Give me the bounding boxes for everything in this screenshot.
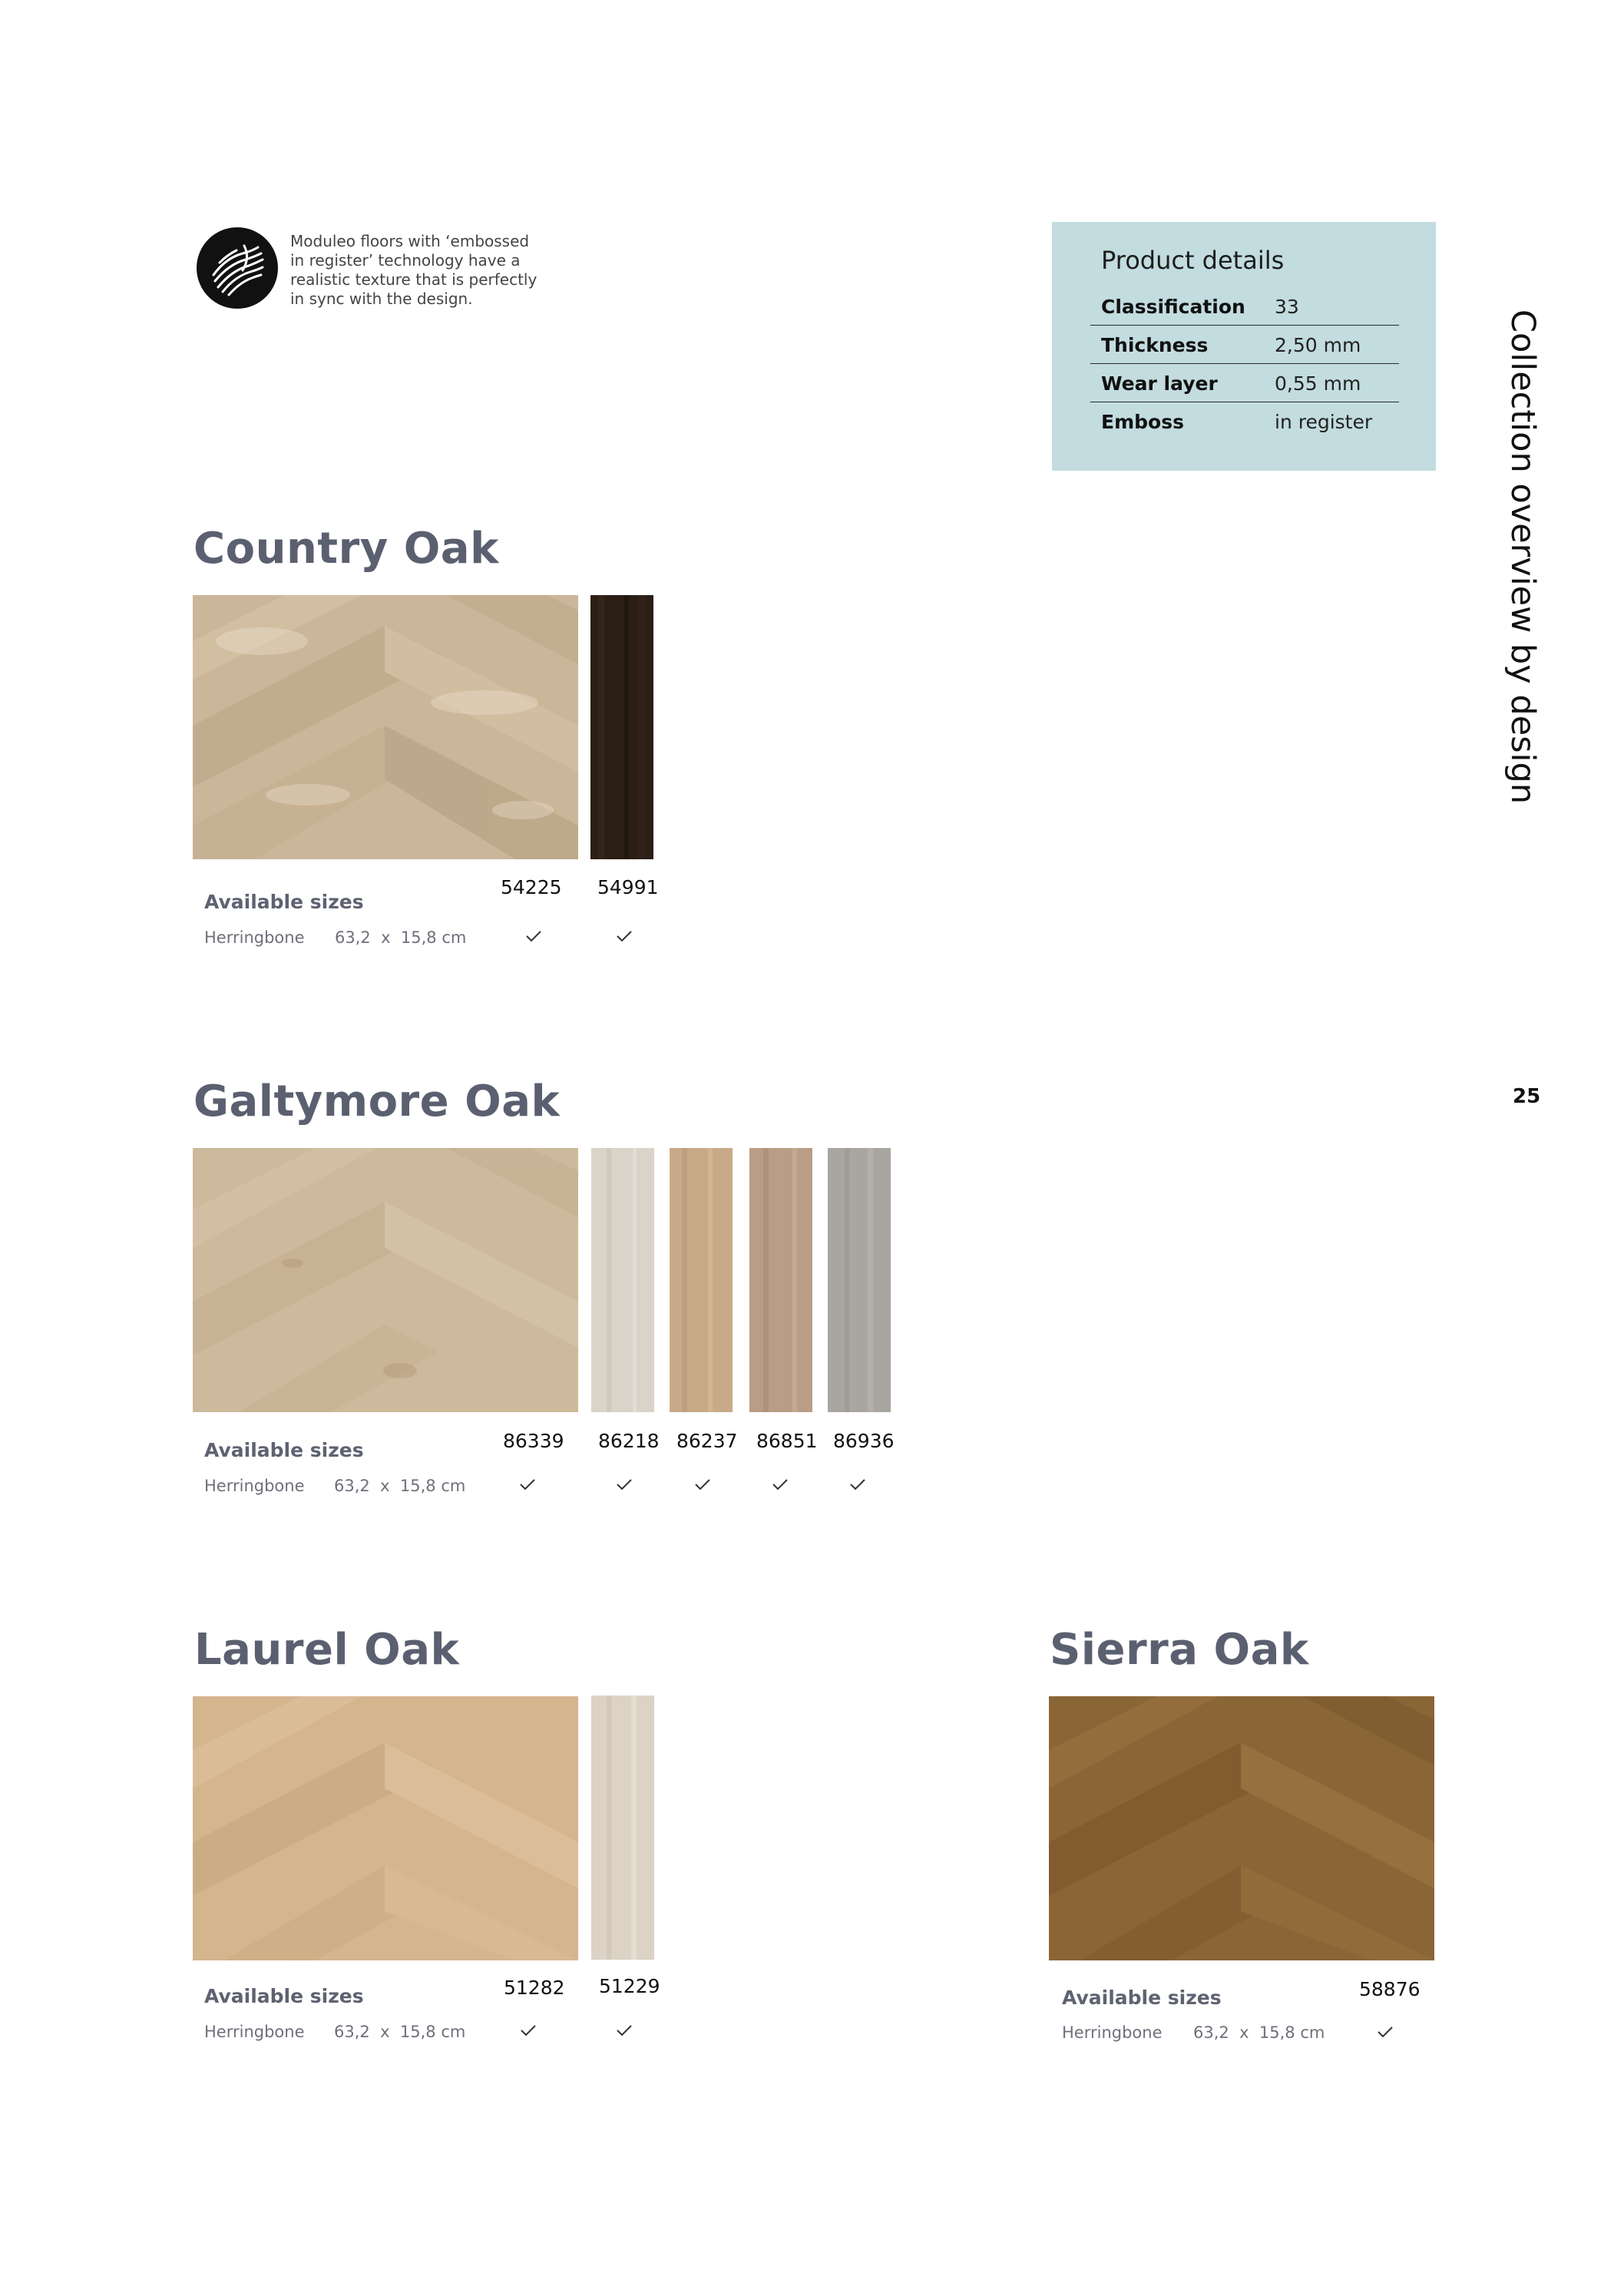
- product-code: 58876: [1359, 1978, 1421, 2000]
- swatch-galtymore-oak-86851: [749, 1148, 812, 1412]
- check-icon: [525, 930, 542, 942]
- emboss-note-line: realistic texture that is perfectly: [290, 270, 537, 289]
- check-icon: [616, 930, 633, 942]
- section-title-laurel-oak: Laurel Oak: [194, 1625, 460, 1675]
- details-row-wear-layer: [1090, 363, 1399, 402]
- swatch-laurel-oak-herringbone: [193, 1696, 578, 1960]
- product-code: 51229: [599, 1975, 660, 1997]
- details-row-classification: [1090, 286, 1399, 326]
- details-row-emboss: [1090, 402, 1399, 440]
- details-value: 0,55 mm: [1275, 372, 1361, 395]
- swatch-country-oak-54991: [590, 595, 653, 859]
- available-sizes-label: Available sizes: [204, 891, 364, 913]
- size-type: Herringbone: [204, 928, 305, 947]
- available-sizes-label: Available sizes: [1062, 1987, 1222, 2009]
- size-dimensions: 63,2 x 15,8 cm: [1193, 2023, 1325, 2042]
- swatch-galtymore-oak-86237: [670, 1148, 733, 1412]
- size-dimensions: 63,2 x 15,8 cm: [334, 2023, 466, 2041]
- check-icon: [616, 1478, 633, 1490]
- check-icon: [772, 1478, 789, 1490]
- check-icon: [694, 1478, 711, 1490]
- section-title-galtymore-oak: Galtymore Oak: [193, 1077, 561, 1126]
- size-type: Herringbone: [204, 2023, 305, 2041]
- available-sizes-label: Available sizes: [204, 1439, 364, 1461]
- emboss-note-line: Moduleo floors with ‘embossed: [290, 232, 530, 250]
- details-value: 2,50 mm: [1275, 334, 1361, 356]
- product-code: 86237: [676, 1430, 738, 1452]
- section-title-sierra-oak: Sierra Oak: [1050, 1625, 1309, 1675]
- page-number: 25: [1513, 1085, 1541, 1108]
- product-code: 86936: [833, 1430, 895, 1452]
- product-code: 86851: [756, 1430, 818, 1452]
- details-label: Wear layer: [1101, 372, 1218, 395]
- emboss-note-line: in register’ technology have a: [290, 251, 521, 270]
- size-type: Herringbone: [1062, 2023, 1163, 2042]
- emboss-note-line: in sync with the design.: [290, 289, 473, 308]
- details-label: Thickness: [1101, 334, 1209, 356]
- emboss-note: [290, 232, 544, 309]
- side-title-text: Collection overview by design: [1503, 309, 1542, 804]
- check-icon: [519, 1478, 536, 1490]
- product-code: 54225: [501, 876, 562, 898]
- check-icon: [849, 1478, 866, 1490]
- swatch-sierra-oak-herringbone: [1049, 1696, 1434, 1960]
- details-value: 33: [1275, 296, 1299, 318]
- size-dimensions: 63,2 x 15,8 cm: [334, 1477, 466, 1495]
- details-label: Classification: [1101, 296, 1245, 318]
- product-details-title: Product details: [1101, 246, 1285, 275]
- product-code: 86218: [598, 1430, 660, 1452]
- check-icon: [520, 2024, 537, 2036]
- swatch-galtymore-oak-86936: [828, 1148, 891, 1412]
- details-row-thickness: [1090, 325, 1399, 364]
- available-sizes-label: Available sizes: [204, 1985, 364, 2007]
- side-title: [1499, 309, 1545, 804]
- section-title-country-oak: Country Oak: [193, 524, 499, 574]
- swatch-galtymore-oak-86218: [591, 1148, 654, 1412]
- swatch-country-oak-herringbone: [193, 595, 578, 859]
- product-code: 51282: [504, 1977, 565, 1999]
- product-code: 54991: [597, 876, 659, 898]
- size-dimensions: 63,2 x 15,8 cm: [335, 928, 467, 947]
- details-value: in register: [1275, 411, 1373, 433]
- swatch-galtymore-oak-herringbone: [193, 1148, 578, 1412]
- check-icon: [1377, 2026, 1394, 2038]
- product-code: 86339: [503, 1430, 564, 1452]
- size-type: Herringbone: [204, 1477, 305, 1495]
- check-icon: [616, 2024, 633, 2036]
- product-details-box: [1052, 222, 1436, 471]
- details-label: Emboss: [1101, 411, 1184, 433]
- embossed-in-register-icon: [197, 227, 278, 309]
- swatch-laurel-oak-51229: [591, 1696, 654, 1960]
